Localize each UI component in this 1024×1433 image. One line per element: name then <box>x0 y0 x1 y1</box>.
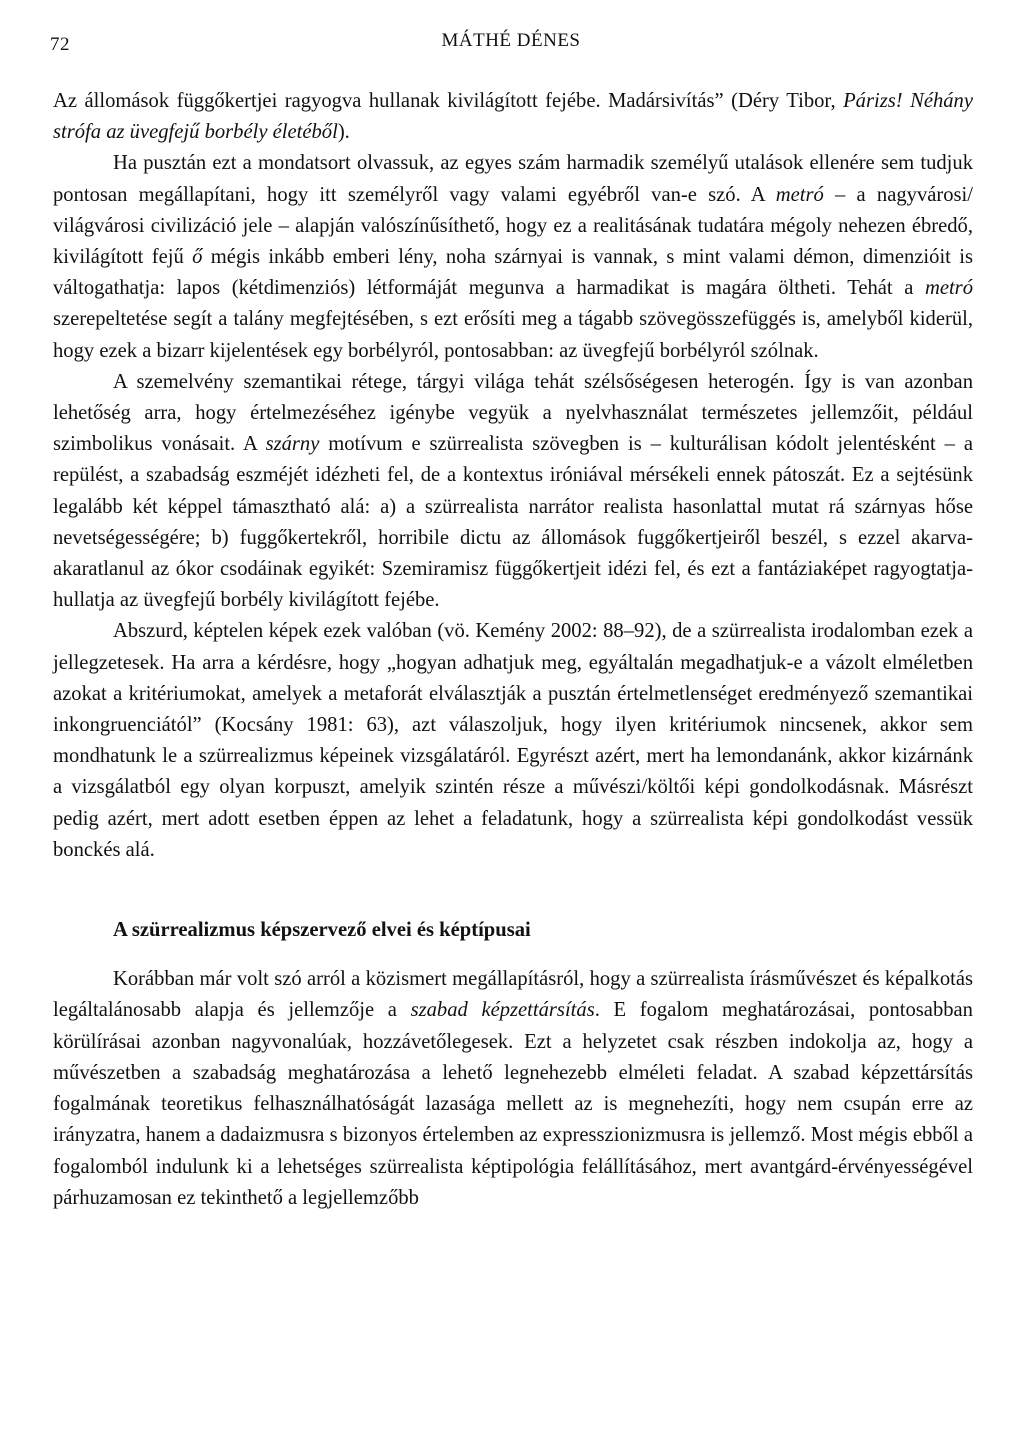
text-run: Az állomások függőkertjei ragyogva hullanak kivilágított fejébe. Madársivítás” (Déry Tibor, <box>53 90 844 112</box>
section-heading: A szürrealizmus képszervező elvei és képtípusai <box>113 919 531 942</box>
italic-run: metró <box>924 277 973 300</box>
text-run: . E fogalom meghatározásai, pontosabban körülírásai azonban nagyvonalúak, hozzávetőlegesek. Ezt a helyzetet csak részben indokolja az, hogy a művészetben a szabadság meghatározása a lehető legnehezebb elméleti feladat. A szabad képzettársítás fogalmának teoretikus felhasználhatóságát lazasága mellett az is megnehezíti, hogy nem csupán erre az irányzatra, hanem a dadaizmusra s bizonyos értelemben az expresszionizmusra is jellemző. Most mégis ebből a fogalomból indulunk ki a lehetséges szürrealista képtipológia felállításához, mert avantgárd-érvényességével párhuzamosan ez tekinthető a legjellemzőbb <box>53 999 973 1209</box>
text-run: motívum e szürrealista szövegben is – kulturálisan kódolt jelentésként – a repülést, a szabadság eszméjét idézheti fel, de a kontextus iróniával mérsékeli ennek pátoszát. Ez a sejtésünk legalább két képpel támasztható alá: a) a szürrealista narrátor realista hasonlattal mutat rá szárnyas hőse nevetségességére; b) fuggőkertekről, horribile dictu az állomások fuggőkertjeiről beszél, s ezzel akarva-akaratlanul az ókor csodáinak egyikét: Szemiramisz függőkertjeit idézi fel, és ezt a fantáziaképet ragyogtatja-hullatja az üvegfejű borbély kivilágított fejébe. <box>53 433 973 612</box>
italic-run: Párizs! Néhány strófa az üvegfejű borbély életéből <box>53 90 973 144</box>
text-run: Korábban már volt szó arról a közismert megállapításról, hogy a szürrealista írásművészet és képalkotás legáltalánosabb alapja és jellemzője a <box>53 968 973 1022</box>
text-run: szerepeltetése segít a talány megfejtésében, s ezt erősíti meg a tágabb szövegösszefüggés is, amelyből kiderül, hogy ezek a bizarr kijelentések egy borbélyról, pontosabban: az üvegfejű borbélyról szólnak. <box>53 308 973 362</box>
text-run: – a nagyvárosi/ világvárosi civilizáció jele – alapján valószínűsíthető, hogy ez a realitásának tudatára mégoly nehezen ébredő, kivilágított fejű <box>53 183 973 269</box>
quote-paragraph <box>53 86 973 148</box>
text-run: ). <box>337 121 350 144</box>
page-number: 72 <box>50 34 70 55</box>
body-text <box>53 86 973 1214</box>
italic-run: szabad képzettársítás <box>410 999 595 1022</box>
text-run: A szemelvény szemantikai rétege, tárgyi világa tehát szélsőségesen heterogén. Így is van azonban lehetőség arra, hogy értelmezéséhez igénybe vegyük a nyelvhasználat természetes jellemzőit, például szimbolikus vonásait. A <box>53 370 973 456</box>
page-header <box>50 28 972 58</box>
italic-run: ő <box>192 246 203 269</box>
italic-run: szárny <box>265 433 320 456</box>
text-run: Abszurd, képtelen képek ezek valóban (vö. Kemény 2002: 88–92), de a szürrealista irodalomban ezek a jellegzetesek. Ha arra a kérdésre, hogy „hogyan adhatjuk meg, egyáltalán megadhatjuk-e a vázolt elméletben azokat a kritériumokat, amelyek a metaforát elválasztják a pusztán értelmetlenséget eredményező szemantikai inkongruenciától” (Kocsány 1981: 63), azt válaszoljuk, hogy ilyen kritériumok nincsenek, akkor sem mondhatunk le a szürrealizmus képeinek vizsgálatáról. Egyrészt azért, mert ha lemondanánk, akkor kizárnánk a vizsgálatból egy olyan korpuszt, amelyik szintén része a művészi/költői képi gondolkodásnak. Másrészt pedig azért, mert adott esetben éppen az lehet a feladatunk, hogy a szürrealista képi gondolkodást vessük bonckés alá. <box>53 620 973 861</box>
paragraph <box>53 616 973 866</box>
text-run: mégis inkább emberi lény, noha szárnyai is vannak, s mint valami démon, dimenzióit is váltogathatja: lapos (kétdimenziós) létformáját megunva a harmadikat is magára öltheti. Tehát a <box>53 246 973 300</box>
paragraph <box>53 367 973 617</box>
italic-run: metró <box>775 183 824 206</box>
text-run: Ha pusztán ezt a mondatsort olvassuk, az egyes szám harmadik személyű utalások ellenére sem tudjuk pontosan megállapítani, hogy itt személyről vagy valami egyébről van-e szó. A <box>53 152 973 206</box>
running-head: MÁTHÉ DÉNES <box>441 30 581 51</box>
paragraph <box>53 148 973 366</box>
paragraph <box>53 964 973 1214</box>
